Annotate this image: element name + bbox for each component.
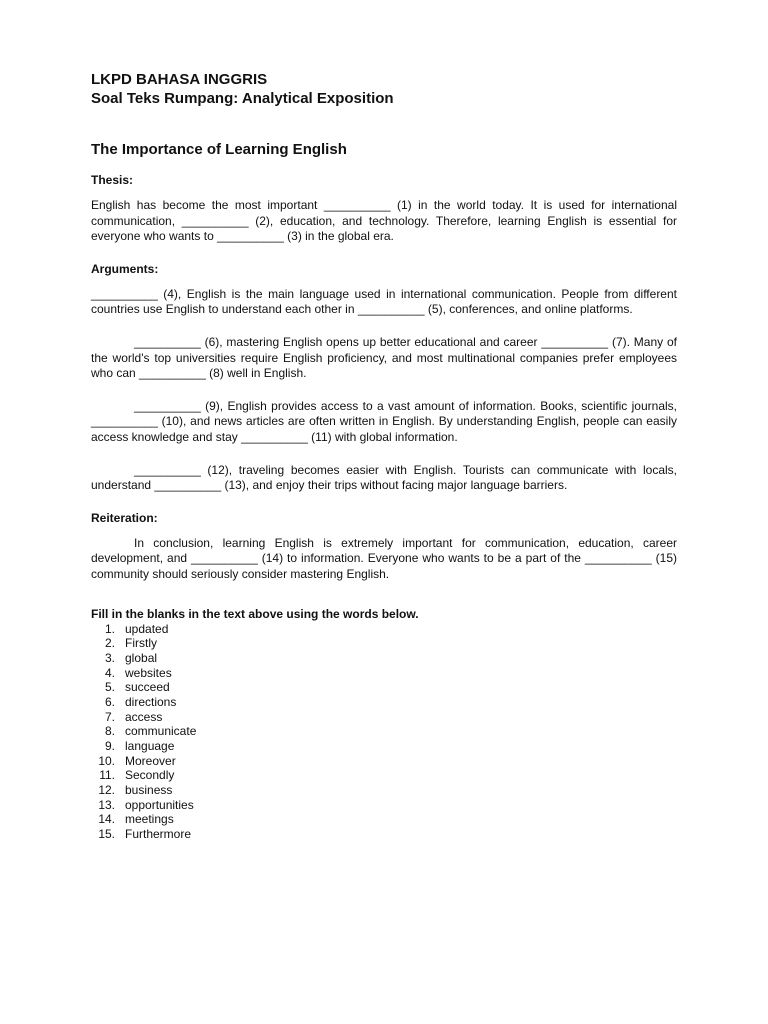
item-number: 9. (104, 739, 115, 753)
item-word: meetings (125, 812, 174, 827)
list-item (91, 666, 677, 681)
list-item (91, 768, 677, 783)
item-word: updated (125, 621, 169, 636)
item-number: 7. (104, 709, 115, 724)
list-item (91, 724, 677, 739)
thesis-label: Thesis: (91, 173, 134, 187)
list-item (91, 812, 677, 827)
reiteration-paragraph: In conclusion, learning English is extremely important for communication, education, career development, and __________ (14) to information. Everyone who wants to be a part of the __________ (15) community should seriously consider mastering English. (91, 535, 677, 581)
item-word: language (125, 739, 175, 753)
argument-paragraph-3: __________ (9), English provides access to a vast amount of information. Books, scientific journals, __________ (10), and news articles are often written in English. By understanding English, people can easily access knowledge and stay __________ (11) with global information. (91, 398, 677, 444)
argument-paragraph-4: __________ (12), traveling becomes easier with English. Tourists can communicate with locals, understand __________ (13), and enjoy their trips without facing major language barriers. (91, 462, 677, 493)
item-word: global (125, 650, 158, 665)
item-number: 15. (98, 827, 115, 842)
list-item (91, 651, 677, 666)
item-word: Moreover (125, 753, 176, 768)
item-number: 10. (98, 753, 115, 768)
item-word: communicate (125, 724, 197, 739)
argument-paragraph-2: __________ (6), mastering English opens up better educational and career __________ (7). Many of the world's top universities require English proficiency, and most multinational companies prefer employees who can __________ (8) well in English. (91, 334, 677, 381)
argument-paragraph-1: __________ (4), English is the main language used in international communication. People from different countries use English to understand each other in __________ (5), conferences, and online platforms. (91, 286, 677, 317)
reiteration-label: Reiteration: (91, 510, 158, 525)
item-number: 3. (104, 650, 115, 665)
item-word: access (125, 709, 163, 724)
thesis-paragraph: English has become the most important __________ (1) in the world today. It is used for international communication, __________ (2), education, and technology. Therefore, learning English is essential for everyone who wants to __________ (3) in the global era. (91, 198, 677, 244)
item-number: 4. (104, 665, 115, 680)
list-item (91, 798, 677, 813)
word-bank-instruction: Fill in the blanks in the text above using the words below. (91, 606, 419, 621)
item-number: 5. (104, 680, 115, 695)
list-item (91, 754, 677, 769)
document-page (91, 70, 677, 842)
item-word: websites (125, 665, 172, 680)
item-word: Furthermore (125, 827, 192, 842)
item-word: Secondly (125, 768, 175, 783)
arguments-label: Arguments: (91, 261, 159, 276)
list-item (91, 680, 677, 695)
item-word: directions (125, 694, 177, 709)
list-item (91, 636, 677, 651)
item-number: 12. (98, 783, 115, 798)
list-item (91, 710, 677, 725)
text-title: The Importance of Learning English (91, 141, 347, 158)
list-item (91, 783, 677, 798)
worksheet-title: LKPD BAHASA INGGRIS (91, 71, 268, 88)
item-word: business (125, 783, 173, 798)
item-number: 8. (104, 724, 115, 739)
item-number: 13. (98, 797, 115, 812)
item-word: Firstly (125, 636, 157, 651)
list-item (91, 695, 677, 710)
item-number: 14. (98, 812, 115, 827)
worksheet-subtitle: Soal Teks Rumpang: Analytical Exposition (91, 90, 394, 107)
item-word: succeed (125, 680, 170, 695)
item-number: 11. (99, 768, 115, 783)
item-word: opportunities (125, 797, 194, 812)
item-number: 1. (104, 621, 115, 636)
list-item (91, 739, 677, 754)
word-bank-list (91, 622, 677, 842)
list-item (91, 827, 677, 842)
item-number: 6. (104, 694, 115, 709)
item-number: 2. (104, 636, 115, 651)
list-item (91, 622, 677, 637)
